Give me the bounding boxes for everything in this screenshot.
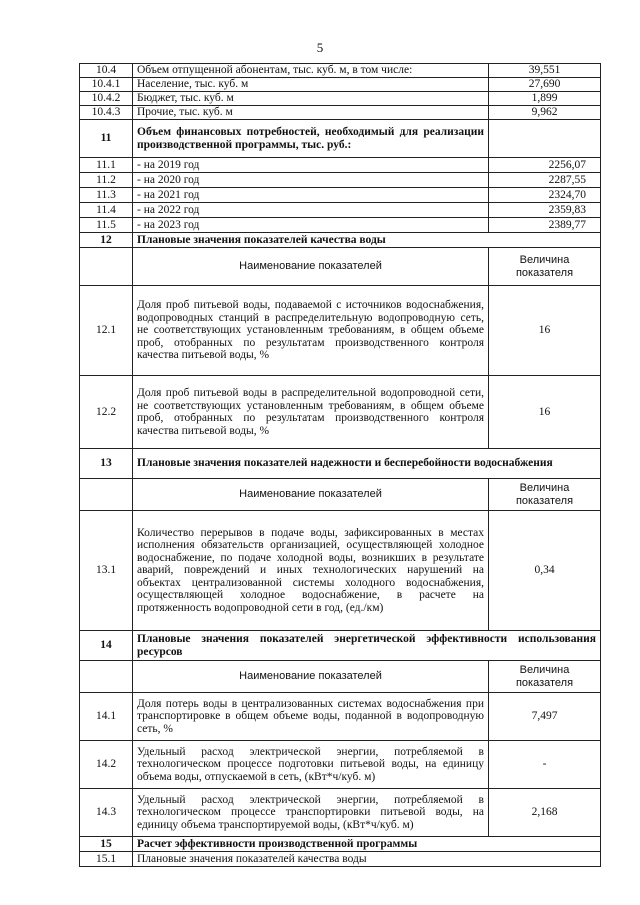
row-value: 2324,70 — [489, 188, 601, 203]
section-row — [80, 449, 601, 479]
row-name: Количество перерывов в подаче воды, зафиксированных в местах исполнения обязательств организацией, осуществляющей холодное водоснабжение, по подаче холодной воды, возникших в результате аварий, повреждений и иных технологических нарушений на объектах централизованной системы холодного водоснабжения, осуществляющей холодное водоснабжение, в расчете на протяженность водопроводной сети в год, (ед./км) — [133, 511, 489, 631]
section-number: 11 — [80, 120, 133, 158]
row-number: 11.3 — [80, 188, 133, 203]
row-number: 10.4.2 — [80, 92, 133, 106]
row-value: 1,899 — [489, 92, 601, 106]
table-row — [80, 218, 601, 233]
table-row — [80, 173, 601, 188]
column-header-value: Величина показателя — [489, 479, 601, 511]
table-row — [80, 78, 601, 92]
table-row — [80, 203, 601, 218]
row-number: 13.1 — [80, 511, 133, 631]
row-value: 2359,83 — [489, 203, 601, 218]
column-header-value: Величина показателя — [489, 248, 601, 286]
row-value: 2389,77 — [489, 218, 601, 233]
row-number: 11.4 — [80, 203, 133, 218]
section-title: Плановые значения показателей энергетической эффективности использования ресурсов — [133, 631, 601, 661]
section-row — [80, 120, 601, 158]
empty-cell — [80, 661, 133, 693]
empty-cell — [80, 479, 133, 511]
column-header-name: Наименование показателей — [133, 479, 489, 511]
row-value: 27,690 — [489, 78, 601, 92]
row-name: Доля проб питьевой воды в распределительной водопроводной сети, не соответствующих установленным требованиям, в общем объеме проб, отобранных по результатам производственного контроля качества питьевой воды, % — [133, 376, 489, 449]
page-number: 5 — [316, 40, 324, 55]
row-name: Удельный расход электрической энергии, потребляемой в технологическом процессе транспортировки питьевой воды, на единицу объема транспортируемой воды, (кВт*ч/куб. м) — [133, 789, 489, 837]
row-name: Удельный расход электрической энергии, потребляемой в технологическом процессе подготовки питьевой воды, на единицу объема воды, отпускаемой в сеть, (кВт*ч/куб. м) — [133, 741, 489, 789]
empty-cell — [80, 248, 133, 286]
section-row — [80, 631, 601, 661]
column-header-row — [80, 248, 601, 286]
row-number: 14.2 — [80, 741, 133, 789]
table-row — [80, 789, 601, 837]
row-number: 10.4 — [80, 64, 133, 78]
row-name: - на 2019 год — [133, 158, 489, 173]
section-title: Расчет эффективности производственной программы — [133, 837, 601, 852]
row-number: 11.5 — [80, 218, 133, 233]
row-number: 15.1 — [80, 852, 133, 867]
column-header-name: Наименование показателей — [133, 661, 489, 693]
column-header-row — [80, 661, 601, 693]
table-row — [80, 376, 601, 449]
section-number: 13 — [80, 449, 133, 479]
row-name: - на 2021 год — [133, 188, 489, 203]
column-header-name: Наименование показателей — [133, 248, 489, 286]
row-number: 14.1 — [80, 693, 133, 741]
empty-cell — [489, 120, 601, 158]
row-value: 0,34 — [489, 511, 601, 631]
row-number: 10.4.3 — [80, 106, 133, 120]
row-name: - на 2022 год — [133, 203, 489, 218]
table-row — [80, 106, 601, 120]
table-row — [80, 286, 601, 376]
row-value: 9,962 — [489, 106, 601, 120]
production-program-table — [79, 63, 601, 867]
row-number: 11.2 — [80, 173, 133, 188]
table-row — [80, 158, 601, 173]
row-value: 39,551 — [489, 64, 601, 78]
row-value: 2256,07 — [489, 158, 601, 173]
section-number: 12 — [80, 233, 133, 248]
row-name: Доля потерь воды в централизованных системах водоснабжения при транспортировке в общем объеме воды, поданной в водопроводную сеть, % — [133, 693, 489, 741]
row-name: Бюджет, тыс. куб. м — [133, 92, 489, 106]
row-number: 11.1 — [80, 158, 133, 173]
row-name: Прочие, тыс. куб. м — [133, 106, 489, 120]
row-name: Плановые значения показателей качества воды — [133, 852, 601, 867]
row-value: 7,497 — [489, 693, 601, 741]
table-row — [80, 741, 601, 789]
row-number: 12.1 — [80, 286, 133, 376]
row-number: 12.2 — [80, 376, 133, 449]
section-row — [80, 837, 601, 852]
table-row — [80, 511, 601, 631]
table-row — [80, 188, 601, 203]
section-title: Плановые значения показателей качества воды — [133, 233, 601, 248]
column-header-value: Величина показателя — [489, 661, 601, 693]
section-title: Плановые значения показателей надежности и бесперебойности водоснабжения — [133, 449, 601, 479]
row-value: 16 — [489, 376, 601, 449]
row-value: 2287,55 — [489, 173, 601, 188]
row-number: 14.3 — [80, 789, 133, 837]
column-header-row — [80, 479, 601, 511]
row-name: Доля проб питьевой воды, подаваемой с источников водоснабжения, водопроводных станций в распределительную водопроводную сеть, не соответствующих установленным требованиям, в общем объеме проб, отобранных по результатам производственного контроля качества питьевой воды, % — [133, 286, 489, 376]
row-name: - на 2020 год — [133, 173, 489, 188]
table-row — [80, 92, 601, 106]
section-number: 14 — [80, 631, 133, 661]
row-value: - — [489, 741, 601, 789]
section-row — [80, 233, 601, 248]
row-value: 16 — [489, 286, 601, 376]
row-name: Объем отпущенной абонентам, тыс. куб. м, в том числе: — [133, 64, 489, 78]
row-name: Население, тыс. куб. м — [133, 78, 489, 92]
row-number: 10.4.1 — [80, 78, 133, 92]
row-name: - на 2023 год — [133, 218, 489, 233]
table-row — [80, 693, 601, 741]
section-title: Объем финансовых потребностей, необходимый для реализации производственной программы, тыс. руб.: — [133, 120, 489, 158]
table-row — [80, 852, 601, 867]
section-number: 15 — [80, 837, 133, 852]
row-value: 2,168 — [489, 789, 601, 837]
table-row — [80, 64, 601, 78]
